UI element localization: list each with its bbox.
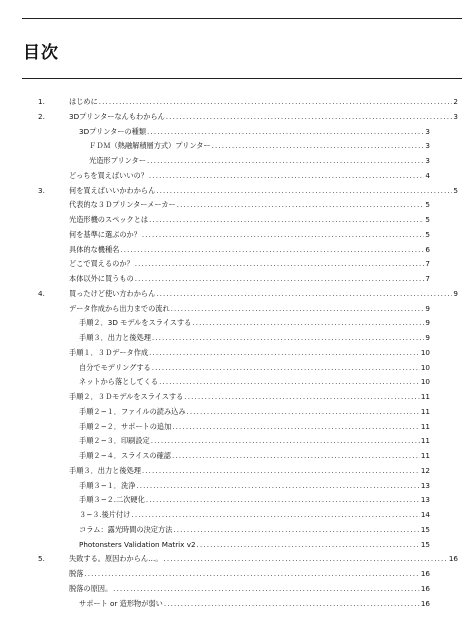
toc-leader-dots <box>152 332 425 343</box>
toc-entry[interactable] <box>79 362 430 373</box>
page-title: 目次 <box>23 43 59 63</box>
toc-entry[interactable] <box>69 229 430 240</box>
toc-entry-label: 手順２−４．スライスの確認 <box>79 451 171 460</box>
title-rule <box>22 78 462 79</box>
toc-page-number: 14 <box>420 510 430 519</box>
toc-entry[interactable] <box>69 465 430 476</box>
toc-leader-dots <box>159 376 420 387</box>
toc-entry-label: 手順３−１．洗浄 <box>79 480 136 490</box>
toc-page-number: 3 <box>453 111 458 121</box>
toc-page-number: 16 <box>420 583 430 593</box>
toc-entry-label: データ作成から出力までの流れ <box>69 303 170 313</box>
toc-entry[interactable] <box>79 598 430 609</box>
toc-leader-dots <box>197 539 420 550</box>
toc-leader-dots <box>113 583 420 594</box>
toc-entry[interactable] <box>69 244 430 255</box>
toc-entry-label: 手順２−３．印刷設定 <box>79 436 150 446</box>
toc-entry[interactable] <box>79 435 430 446</box>
toc-page-number: 5 <box>425 200 430 210</box>
toc-page-number: 5 <box>453 185 458 195</box>
toc-entry[interactable] <box>69 185 458 196</box>
toc-leader-dots <box>192 317 424 328</box>
toc-leader-dots <box>172 421 420 432</box>
toc-entry[interactable] <box>69 303 430 314</box>
toc-leader-dots <box>146 494 420 505</box>
toc-page-number: 9 <box>453 288 458 298</box>
toc-page-number: 10 <box>420 362 430 372</box>
toc-entry-label: 本体以外に買うもの <box>69 274 134 283</box>
toc-entry-number: 5. <box>38 554 45 564</box>
toc-entry-label: 3Dプリンターなんもわからん <box>69 111 165 121</box>
toc-page-number: 16 <box>448 554 458 564</box>
toc-entry[interactable] <box>79 406 430 417</box>
toc-entry-label: 手順１．３Ｄデータ作成 <box>69 347 149 357</box>
toc-leader-dots <box>151 435 420 446</box>
toc-entry[interactable] <box>69 258 430 269</box>
toc-entry[interactable] <box>69 288 458 299</box>
toc-entry[interactable] <box>79 480 430 491</box>
toc-entry-label: どこで買えるのか？ <box>69 259 134 269</box>
toc-entry-label: 手順２．3D モデルをスライスする <box>79 318 192 328</box>
toc-page-number: 16 <box>420 598 430 608</box>
toc-page-number: 3 <box>425 126 430 136</box>
toc-leader-dots <box>135 273 425 284</box>
toc-page-number: 3 <box>425 141 430 151</box>
toc-entry-label: ３−３.後片付け <box>79 510 131 519</box>
toc-entry-label: 代表的な３Ｄプリンターメーカー <box>69 200 176 210</box>
toc-leader-dots <box>135 258 425 269</box>
toc-leader-dots <box>152 362 420 373</box>
toc-entry[interactable] <box>79 421 430 432</box>
toc-leader-dots <box>212 140 425 151</box>
toc-entry-label: 脱落 <box>69 569 84 578</box>
toc-leader-dots <box>156 185 452 196</box>
toc-page-number: 11 <box>420 406 430 416</box>
toc-entry[interactable] <box>69 347 430 358</box>
toc-entry-label: 何を基準に選ぶのか？ <box>69 229 141 239</box>
toc-entry[interactable] <box>79 317 430 328</box>
toc-leader-dots <box>177 199 425 210</box>
toc-leader-dots <box>163 553 447 564</box>
toc-leader-dots <box>149 347 420 358</box>
toc-page-number: 9 <box>425 333 430 342</box>
toc-page-number: 11 <box>420 421 430 431</box>
toc-entry[interactable] <box>69 96 458 107</box>
toc-entry-label: サポート or 造形物が弱い <box>79 598 163 608</box>
toc-entry-label: 買ったけど使い方わからん <box>69 288 156 298</box>
toc-leader-dots <box>84 568 419 579</box>
toc-entry-label: Photonsters Validation Matrix v2 <box>79 539 196 549</box>
toc-leader-dots <box>147 155 424 166</box>
toc-page-number: 12 <box>420 465 430 475</box>
toc-entry[interactable] <box>69 391 430 402</box>
toc-entry[interactable] <box>69 111 458 122</box>
toc-entry-label: ネットから落としてくる <box>79 377 159 387</box>
toc-leader-dots <box>142 465 420 476</box>
toc-leader-dots <box>156 288 452 299</box>
toc-leader-dots <box>187 406 420 417</box>
toc-entry-label: 自分でモデリングする <box>79 362 151 372</box>
toc-leader-dots <box>171 303 425 314</box>
toc-page-number: 9 <box>425 318 430 328</box>
toc-entry-label: コラム：露光時間の決定方法 <box>79 524 173 534</box>
toc-leader-dots <box>184 391 419 402</box>
toc-entry[interactable] <box>89 140 430 151</box>
toc-page-number: 11 <box>420 436 430 446</box>
toc-entry-label: 何を買えばいいかわからん <box>69 185 156 195</box>
toc-entry-label: 手順３−２.二次硬化 <box>79 495 145 505</box>
toc-leader-dots <box>131 509 419 520</box>
toc-entry[interactable] <box>79 524 430 535</box>
toc-entry[interactable] <box>79 126 430 137</box>
toc-entry-label: 失敗する。原因わからん…。 <box>69 554 163 564</box>
toc-entry-number: 3. <box>38 185 45 195</box>
toc-entry[interactable] <box>79 450 430 461</box>
toc-entry-label: はじめに <box>69 97 98 106</box>
toc-entry[interactable] <box>69 199 430 210</box>
toc-entry-label: 光造形機のスペックとは <box>69 215 149 224</box>
toc-entry[interactable] <box>69 568 430 579</box>
toc-entry-label: 3Dプリンターの種類 <box>79 126 147 136</box>
toc-leader-dots <box>164 598 420 609</box>
toc-leader-dots <box>172 450 420 461</box>
toc-leader-dots <box>99 96 453 107</box>
toc-entry-label: どっちを買えばいいの？ <box>69 170 148 180</box>
toc-page-number: 5 <box>425 215 430 224</box>
toc-entry[interactable] <box>79 494 430 505</box>
toc-entry[interactable] <box>79 539 430 550</box>
toc-page-number: 15 <box>420 539 430 549</box>
toc-page-number: 3 <box>425 156 430 165</box>
toc-entry[interactable] <box>79 332 430 343</box>
toc-leader-dots <box>142 229 425 240</box>
toc-entry-label: 具体的な機種名 <box>69 244 120 254</box>
toc-page-number: 5 <box>425 229 430 239</box>
toc-leader-dots <box>149 170 425 181</box>
toc-entry[interactable] <box>89 155 430 166</box>
toc-page-number: 15 <box>420 524 430 534</box>
toc-page-number: 13 <box>420 495 430 505</box>
toc-leader-dots <box>166 111 453 122</box>
toc-leader-dots <box>136 480 420 491</box>
toc-page-number: 11 <box>420 392 430 401</box>
toc-page-number: 2 <box>453 97 458 106</box>
toc-leader-dots <box>173 524 419 535</box>
toc-entry-number: 1. <box>38 97 45 106</box>
toc-page-number: 9 <box>425 303 430 313</box>
toc-entry-label: ＦＤＭ（熱融解積層方式）プリンター <box>89 141 211 151</box>
toc-entry[interactable] <box>69 583 430 594</box>
toc-page-number: 10 <box>420 347 430 357</box>
toc-entry[interactable] <box>69 170 430 181</box>
toc-page-number: 7 <box>425 274 430 283</box>
toc-entry-label: 脱落の原因。 <box>69 583 113 593</box>
toc-entry[interactable] <box>69 553 458 564</box>
toc-entry[interactable] <box>79 509 430 520</box>
toc-entry-label: 手順３．出力と後処理 <box>79 333 151 342</box>
toc-entry[interactable] <box>69 273 430 284</box>
toc-entry[interactable] <box>79 376 430 387</box>
toc-page-number: 7 <box>425 259 430 269</box>
toc-entry-number: 2. <box>38 111 45 121</box>
toc-leader-dots <box>120 244 424 255</box>
toc-page-number: 13 <box>420 480 430 490</box>
toc-page-number: 11 <box>420 451 430 460</box>
toc-entry-label: 光造形プリンター <box>89 156 146 165</box>
toc-page-number: 16 <box>420 569 430 578</box>
toc-entry-label: 手順２．３Ｄモデルをスライスする <box>69 392 184 401</box>
toc-entry[interactable] <box>69 214 430 225</box>
top-rule <box>22 18 462 19</box>
toc-entry-label: 手順２−１．ファイルの読み込み <box>79 406 186 416</box>
toc-leader-dots <box>147 126 424 137</box>
toc-entry-label: 手順３．出力と後処理 <box>69 465 141 475</box>
toc-entry-number: 4. <box>38 288 45 298</box>
toc-page-number: 6 <box>425 244 430 254</box>
toc-leader-dots <box>149 214 424 225</box>
toc-page-number: 4 <box>425 170 430 180</box>
toc-page-number: 10 <box>420 377 430 387</box>
toc-entry-label: 手順２−２．サポートの追加 <box>79 421 172 431</box>
